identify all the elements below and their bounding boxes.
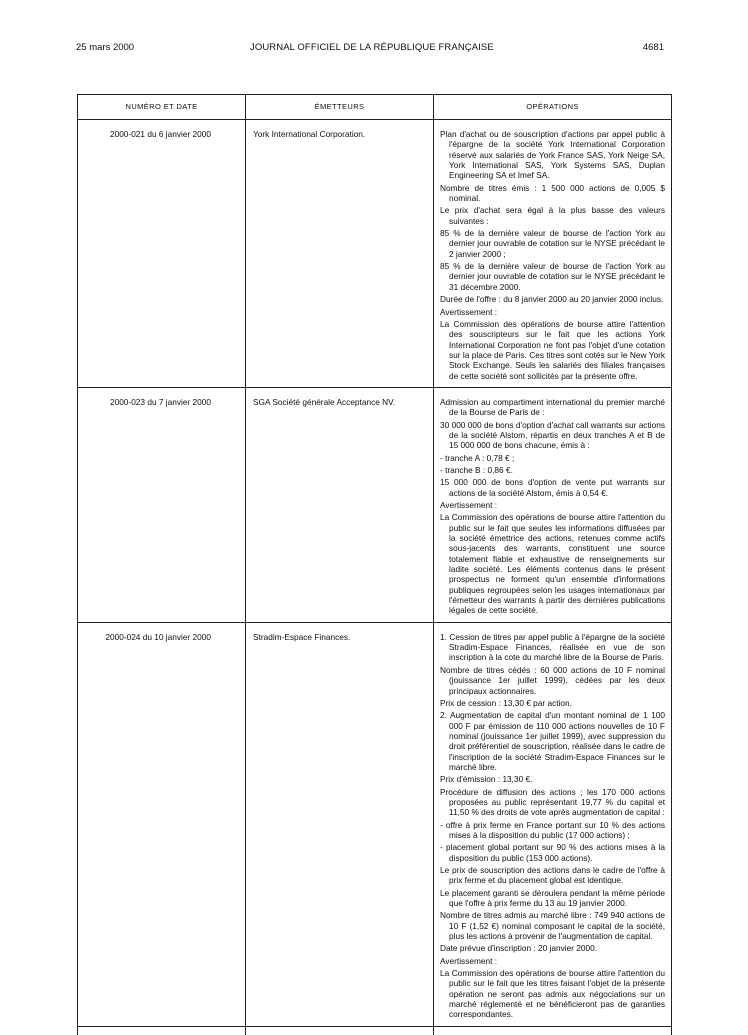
operation-paragraph: Le prix de souscription des actions dans le cadre de l'offre à prix ferme et du placement global est identique. (440, 865, 665, 886)
operation-paragraph: Nombre de titres admis au marché libre : 749 940 actions de 10 F (1,52 €) nominal composant le capital de la société, plus les actions à provenir de l'augmentation de capital. (440, 910, 665, 942)
operation-paragraph: 2. Augmentation de capital d'un montant nominal de 1 100 000 F par émission de 110 000 actions nouvelles de 10 F nominal (jouissance 1er juillet 1999), avec suppression du droit préférentiel de souscription, réalisée dans le cadre de l'inscription de la société Stradim-Espace Finances sur le marché libre. (440, 710, 665, 772)
operation-paragraph: 30 000 000 de bons d'option d'achat call warrants sur actions de la société Alstom, répartis en deux tranches A et B de 15 000 000 de bons chacune, émis à : (440, 419, 665, 451)
operation-paragraph: 1. Cession de titres par appel public à l'épargne de la société Stradim-Espace Finances, réalisée en vue de son inscription à la cote du marché libre de la Bourse de Paris. (440, 631, 665, 663)
journal-title: JOURNAL OFFICIEL DE LA RÉPUBLIQUE FRANÇAISE (250, 42, 494, 53)
warning-heading: Avertissement : (440, 500, 498, 510)
cell-number-date: 2000-021 du 6 janvier 2000 (78, 120, 246, 388)
cell-issuer: Stradim-Espace Finances. (246, 622, 434, 1026)
operation-paragraph: Le placement garanti se déroulera pendant la même période que l'offre à prix ferme du 13 au 19 janvier 2000. (440, 887, 665, 909)
operation-paragraph: 15 000 000 de bons d'option de vente put warrants sur actions de la société Alstom, émis à 0,54 €. (440, 477, 665, 498)
operation-paragraph: Prix de cession : 13,30 € par action. (440, 697, 572, 708)
column-header-issuers: ÉMETTEURS (246, 95, 434, 120)
cell-number-date: 2000-024 du 10 janvier 2000 (78, 622, 246, 1026)
operation-paragraph: - tranche A : 0,78 € ; (440, 452, 515, 463)
warning-text: La Commission des opérations de bourse attire l'attention du public sur le fait que seules les informations diffusées par la société émettrice des actions, retenues comme actifs sous-jacents des warrants, constituent une source totalement fiable et exhaustive de renseignements sur ladite société. Les éléments contenus dans le présent prospectus ne forment qu'un ensemble d'informations publiques regroupées selon les usages internationaux par l'émetteur des warrants à partir des dernières publications légales de cette société. (440, 512, 665, 616)
cell-issuer: SGA Société générale Acceptance NV. (246, 387, 434, 622)
operation-paragraph: - tranche B : 0,86 €. (440, 464, 513, 475)
cell-operations (434, 622, 672, 1026)
table-row (78, 387, 672, 622)
operation-paragraph: Nombre de titres émis : 1 500 000 actions de 0,005 $ nominal. (440, 182, 665, 204)
table-continuation-row (78, 1026, 672, 1035)
page-number: 4681 (642, 42, 664, 53)
operation-paragraph: Prix d'émission : 13,30 €. (440, 774, 533, 785)
operation-paragraph: Plan d'achat ou de souscription d'actions par appel public à l'épargne de la société York International Corporation réservé aux salariés de York France SAS, York Neige SA, York International SAS, York Systems SAS, Duplan Engineering SA et Imef SA. (440, 129, 665, 181)
table-row (78, 120, 672, 388)
operation-paragraph: Procédure de diffusion des actions ; les 170 000 actions proposées au public représentant 19,77 % du capital et 11,50 % des droits de vote après augmentation de capital : (440, 786, 665, 818)
cell-number-date: 2000-023 du 7 janvier 2000 (78, 387, 246, 622)
operation-paragraph: Date prévue d'inscription : 20 janvier 2000. (440, 943, 598, 954)
operation-paragraph: Nombre de titres cédés : 60 000 actions de 10 F nominal (jouissance 1er juillet 1999), cédées par les deux principaux actionnaires. (440, 664, 665, 696)
header-date: 25 mars 2000 (76, 42, 135, 53)
operation-paragraph: Le prix d'achat sera égal à la plus basse des valeurs suivantes : (440, 205, 665, 226)
operations-table (77, 94, 672, 1035)
warning-heading: Avertissement : (440, 955, 498, 966)
warning-text: La Commission des opérations de bourse attire l'attention du public sur le fait que les titres faisant l'objet de la présente opération ne seront pas admis aux négociations sur un marché réglementé et ne bénéficieront pas de garanties correspondantes. (440, 968, 665, 1020)
cell-issuer: York International Corporation. (246, 120, 434, 388)
warning-text: La Commission des opérations de bourse attire l'attention des souscripteurs sur le fait que les actions York International Corporation ne font pas l'objet d'une cotation sur la place de Paris. Ces titres sont cotés sur le New York Stock Exchange. Seuls les salariés des filiales françaises de cette société sont sollicités par la présente offre. (440, 318, 665, 381)
cell-operations (434, 387, 672, 622)
column-header-number-date: NUMÉRO ET DATE (78, 95, 246, 120)
operation-paragraph: - placement global portant sur 90 % des actions mises à la disposition du public (153 000 actions). (440, 842, 665, 863)
column-header-operations: OPÉRATIONS (434, 95, 672, 120)
operation-paragraph: Durée de l'offre : du 8 janvier 2000 au 20 janvier 2000 inclus. (440, 294, 664, 305)
operation-paragraph: Admission au compartiment international du premier marché de la Bourse de Paris de : (440, 396, 665, 418)
table-row (78, 622, 672, 1026)
table-header-row (78, 95, 672, 120)
cell-operations (434, 120, 672, 388)
operation-paragraph: - offre à prix ferme en France portant sur 10 % des actions mises à la disposition du public (17 000 actions) ; (440, 819, 665, 840)
operation-paragraph: 85 % de la dernière valeur de bourse de l'action York au dernier jour ouvrable de cotation sur le NYSE précédant le 2 janvier 2000 ; (440, 228, 665, 259)
warning-heading: Avertissement : (440, 306, 498, 317)
operation-paragraph: 85 % de la dernière valeur de bourse de l'action York au dernier jour ouvrable de cotation sur le NYSE précédant le 31 décembre 2000. (440, 261, 665, 292)
